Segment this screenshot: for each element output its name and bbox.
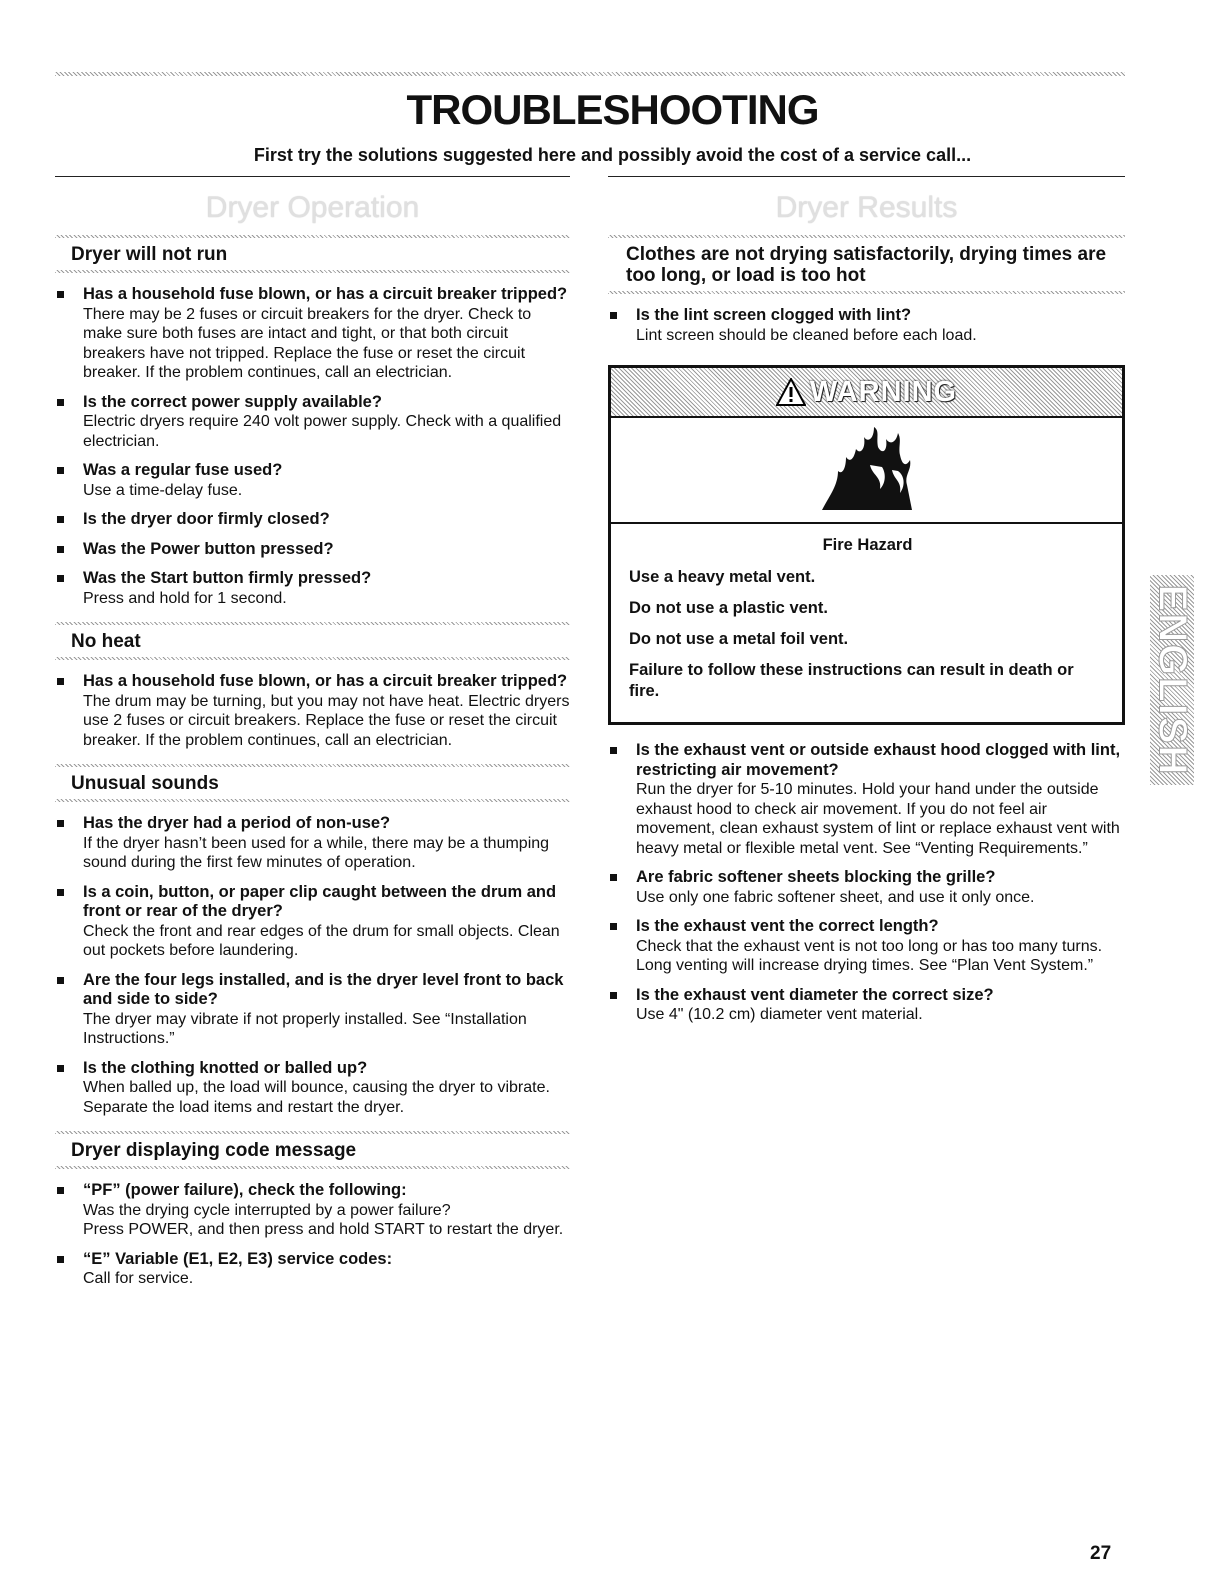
answer-text: Call for service.: [83, 1270, 194, 1287]
dryer-operation-groups: [55, 235, 570, 1289]
topic-heading: Unusual sounds: [71, 773, 219, 794]
fire-icon: [812, 425, 922, 515]
answer-text: Run the dryer for 5-10 minutes. Hold your hand under the outside exhaust hood to check air movement. If you do not feel air movement, clean exhaust system of lint or replace exhaust vent with heavy metal or flexible metal vent. See “Venting Requirements.”: [636, 781, 1120, 857]
question-text: Is the exhaust vent the correct length?: [636, 917, 939, 935]
answer-text: The dryer may vibrate if not properly installed. See “Installation Instructions.”: [83, 1010, 527, 1047]
warning-line: Failure to follow these instructions can result in death or fire.: [629, 661, 1074, 700]
question-item: [55, 672, 570, 750]
question-item: [55, 569, 570, 608]
answer-text: Use only one fabric softener sheet, and use it only once.: [636, 888, 1035, 906]
fire-hazard-pictogram: [611, 418, 1122, 524]
column-rule: [608, 176, 1125, 177]
square-bullet-icon: [57, 575, 64, 582]
topic-heading: No heat: [71, 631, 141, 652]
question-item: [55, 1181, 570, 1240]
topic-band: [55, 657, 570, 660]
warning-line: Do not use a metal foil vent.: [629, 630, 849, 648]
square-bullet-icon: [57, 1256, 64, 1263]
question-item: [55, 971, 570, 1049]
question-item: [608, 986, 1125, 1025]
answer-text: There may be 2 fuses or circuit breakers for the dryer. Check to make sure both fuses are intact and tight, or that both circuit breakers have not tripped. Replace the fuse or reset the circuit breaker. If the problem continues, call an electrician.: [83, 305, 532, 381]
question-item: [608, 917, 1125, 976]
answer-text: The drum may be turning, but you may not have heat. Electric dryers use 2 fuses or circuit breakers. Replace the fuse or reset the circuit breaker. If the problem continues, call an electrician.: [83, 692, 570, 749]
top-rule: [55, 72, 1125, 76]
question-text: Was a regular fuse used?: [83, 461, 283, 479]
question-list: [55, 814, 570, 1117]
question-item: [55, 510, 570, 530]
question-text: Is the correct power supply available?: [83, 392, 382, 411]
topic-band: [55, 764, 570, 767]
question-text: Was the Power button pressed?: [83, 539, 334, 558]
square-bullet-icon: [57, 291, 64, 298]
square-bullet-icon: [610, 747, 617, 754]
question-item: [55, 1059, 570, 1118]
square-bullet-icon: [610, 874, 617, 881]
dryer-results-column: [608, 176, 1125, 1039]
question-item: [55, 285, 570, 383]
square-bullet-icon: [57, 977, 64, 984]
question-text: Is a coin, button, or paper clip caught between the drum and front or rear of the dryer?: [83, 882, 557, 920]
square-bullet-icon: [610, 923, 617, 930]
square-bullet-icon: [57, 889, 64, 896]
square-bullet-icon: [57, 399, 64, 406]
topic-band: [55, 235, 570, 238]
warning-body: [611, 524, 1122, 722]
question-item: [608, 868, 1125, 907]
question-text: Are fabric softener sheets blocking the grille?: [636, 868, 996, 886]
square-bullet-icon: [57, 467, 64, 474]
answer-text: Lint screen should be cleaned before each load.: [636, 326, 977, 344]
topic-band: [55, 1131, 570, 1134]
question-text: Has a household fuse blown, or has a circuit breaker tripped?: [83, 285, 568, 303]
answer-text: Check that the exhaust vent is not too long or has too many turns. Long venting will increase drying times. See “Plan Vent System.”: [636, 937, 1103, 974]
warning-header: [611, 368, 1122, 418]
question-list: [55, 1181, 570, 1289]
column-rule: [55, 176, 570, 177]
question-text: Is the clothing knotted or balled up?: [83, 1058, 368, 1077]
page-number: 27: [1090, 1543, 1112, 1564]
question-list: [608, 306, 1125, 345]
side-tab-label: ENGLISH: [1150, 584, 1195, 776]
question-item: [55, 393, 570, 452]
question-text: Is the exhaust vent diameter the correct size?: [636, 985, 994, 1004]
question-item: [608, 741, 1125, 858]
question-text: Is the lint screen clogged with lint?: [636, 306, 912, 324]
question-text: Has a household fuse blown, or has a circuit breaker tripped?: [83, 672, 568, 690]
side-language-tab: [1150, 575, 1194, 785]
question-item: [55, 883, 570, 961]
question-list: [55, 672, 570, 750]
answer-text: Was the drying cycle interrupted by a power failure? Press POWER, and then press and hold START to restart the dryer.: [83, 1201, 564, 1238]
topic-band: [55, 622, 570, 625]
question-text: Are the four legs installed, and is the dryer level front to back and side to side?: [83, 970, 564, 1008]
topic-clothes-not-drying: Clothes are not drying satisfactorily, drying times are too long, or load is too hot: [626, 244, 1107, 286]
section-title-dryer-operation: Dryer Operation: [205, 191, 420, 224]
warning-line: Use a heavy metal vent.: [629, 568, 816, 586]
topic-band: [55, 1166, 570, 1169]
warning-box: [608, 365, 1125, 725]
question-text: Is the dryer door firmly closed?: [83, 510, 330, 528]
topic-band: [608, 291, 1125, 294]
answer-text: Press and hold for 1 second.: [83, 589, 287, 607]
topic-heading: Dryer displaying code message: [71, 1140, 357, 1161]
topic-band: [608, 235, 1125, 238]
square-bullet-icon: [57, 820, 64, 827]
warning-label: WARNING: [809, 375, 958, 408]
question-item: [608, 306, 1125, 345]
answer-text: If the dryer hasn’t been used for a while, there may be a thumping sound during the first few minutes of operation.: [83, 834, 550, 871]
warning-line: Do not use a plastic vent.: [629, 599, 828, 617]
question-item: [55, 814, 570, 873]
page-title: TROUBLESHOOTING: [406, 86, 819, 133]
square-bullet-icon: [57, 678, 64, 685]
answer-text: Use a time-delay fuse.: [83, 481, 243, 499]
page-subtitle: First try the solutions suggested here and possibly avoid the cost of a service call...: [253, 145, 972, 165]
square-bullet-icon: [57, 516, 64, 523]
topic-band: [55, 270, 570, 273]
hazard-title: Fire Hazard: [822, 536, 913, 554]
question-item: [55, 461, 570, 500]
question-item: [55, 540, 570, 560]
topic-band: [55, 799, 570, 802]
question-text: “PF” (power failure), check the following:: [83, 1181, 407, 1199]
square-bullet-icon: [610, 992, 617, 999]
alert-triangle-icon: [776, 378, 806, 406]
square-bullet-icon: [57, 1187, 64, 1194]
question-list: [608, 741, 1125, 1025]
answer-text: Electric dryers require 240 volt power supply. Check with a qualified electrician.: [83, 413, 562, 450]
square-bullet-icon: [610, 312, 617, 319]
question-text: “E” Variable (E1, E2, E3) service codes:: [83, 1249, 393, 1268]
question-text: Is the exhaust vent or outside exhaust hood clogged with lint, restricting air movement?: [636, 741, 1121, 779]
answer-text: Check the front and rear edges of the drum for small objects. Clean out pockets before laundering.: [83, 922, 560, 959]
question-list: [55, 285, 570, 608]
answer-text: When balled up, the load will bounce, causing the dryer to vibrate. Separate the load items and restart the dryer.: [83, 1079, 550, 1116]
dryer-operation-column: [55, 176, 570, 1303]
square-bullet-icon: [57, 546, 64, 553]
square-bullet-icon: [57, 1065, 64, 1072]
question-text: Was the Start button firmly pressed?: [83, 569, 372, 587]
topic-heading: Dryer will not run: [71, 244, 228, 265]
section-title-dryer-results: Dryer Results: [775, 191, 958, 224]
question-text: Has the dryer had a period of non-use?: [83, 814, 391, 832]
answer-text: Use 4" (10.2 cm) diameter vent material.: [636, 1006, 923, 1023]
question-item: [55, 1250, 570, 1289]
